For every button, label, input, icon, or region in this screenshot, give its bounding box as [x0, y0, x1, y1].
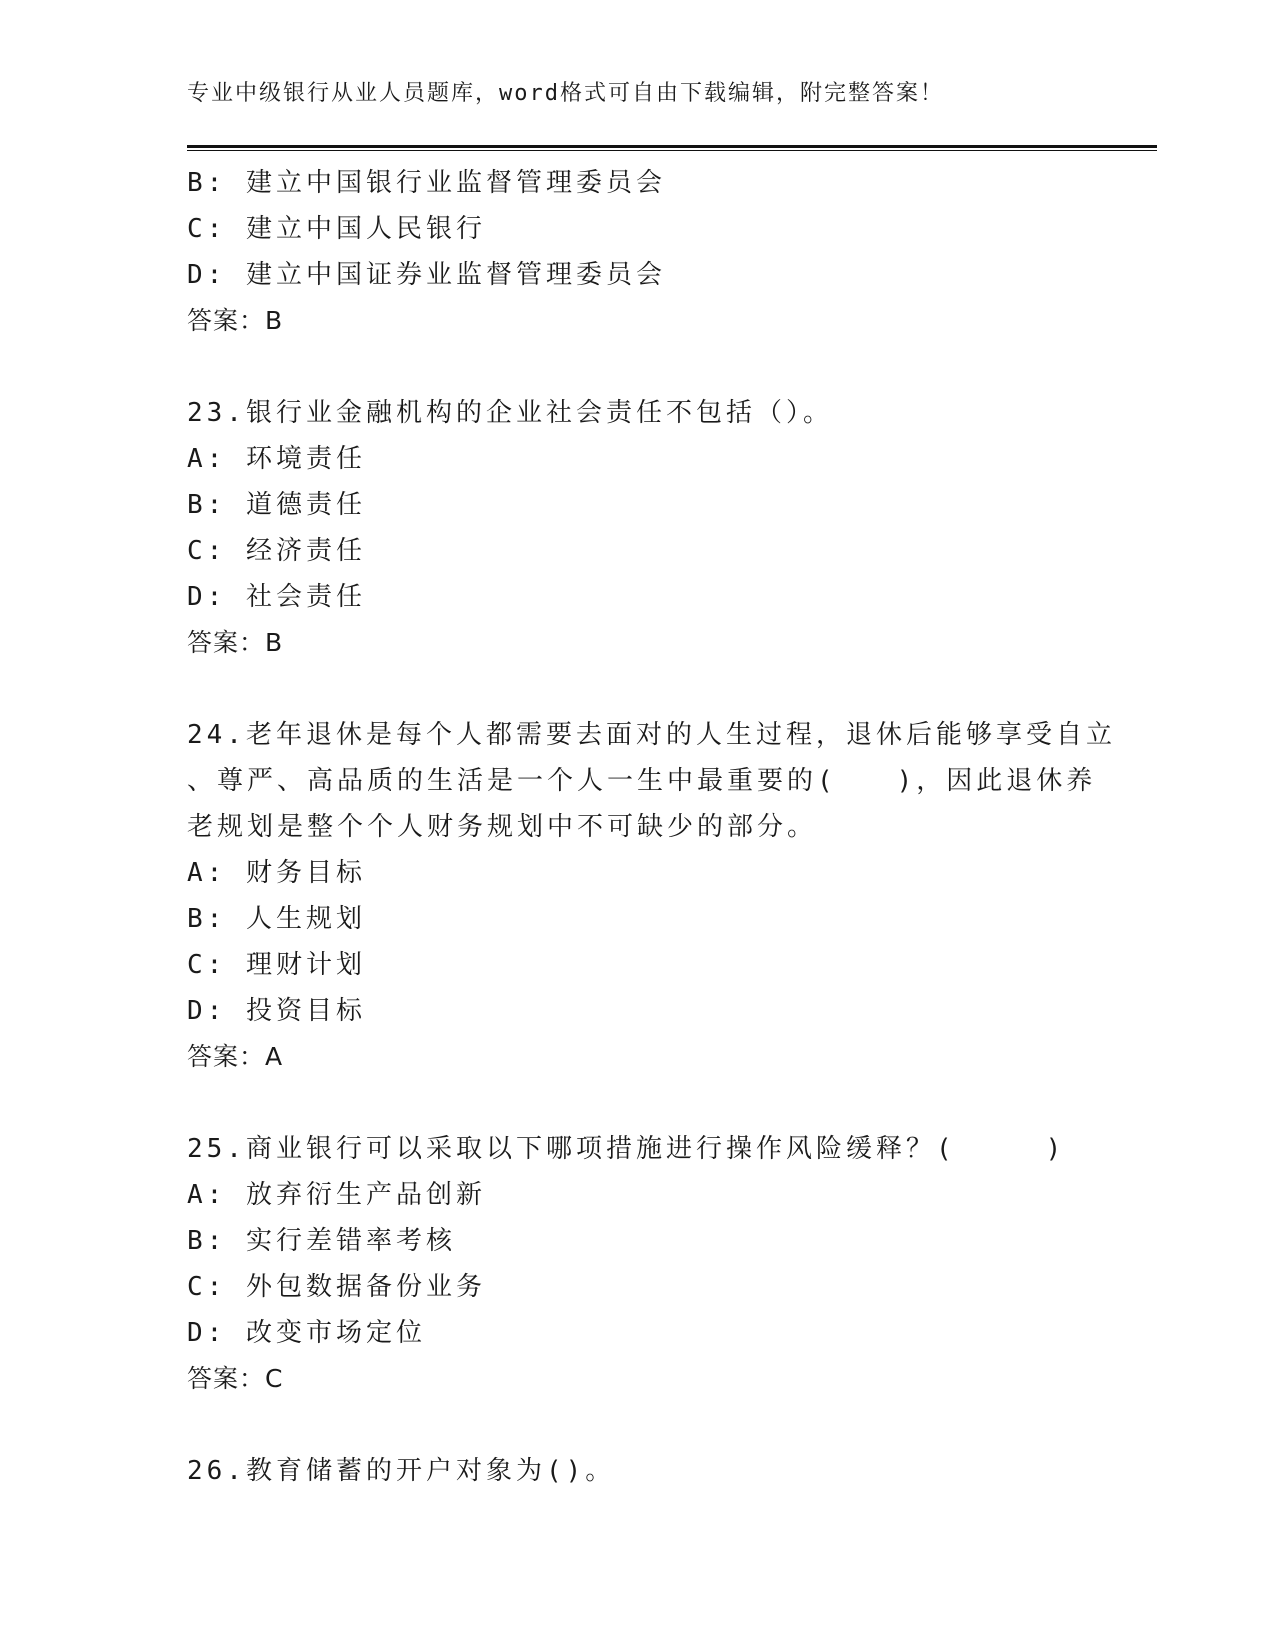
spacer: [187, 1402, 1087, 1448]
question-stem: 25.商业银行可以采取以下哪项措施进行操作风险缓释？( ): [187, 1134, 1066, 1164]
question-stem-line-1: 24.老年退休是每个人都需要去面对的人生过程，退休后能够享受自立: [187, 720, 1116, 750]
option-b: B: 实行差错率考核: [187, 1226, 456, 1256]
question-stem-line-3: 老规划是整个个人财务规划中不可缺少的部分。: [187, 812, 818, 842]
question-26: [187, 1448, 1087, 1494]
option-d: D: 社会责任: [187, 582, 366, 612]
question-stem: 23.银行业金融机构的企业社会责任不包括（）。: [187, 398, 833, 428]
prev-question-block: [187, 160, 1087, 344]
option-a: A: 放弃衍生产品创新: [187, 1180, 486, 1210]
option-c: C: 外包数据备份业务: [187, 1272, 486, 1302]
question-stem-line-2: 、尊严、高品质的生活是一个人一生中最重要的( )，因此退休养: [187, 766, 1097, 796]
option-c: C: 经济责任: [187, 536, 366, 566]
question-24: [187, 712, 1116, 1080]
option-a: A: 财务目标: [187, 858, 366, 888]
option-d: D: 改变市场定位: [187, 1318, 426, 1348]
answer-label: 答案：B: [187, 628, 284, 657]
question-content: [187, 160, 1116, 1494]
page-header-text: 专业中级银行从业人员题库，word格式可自由下载编辑，附完整答案！: [187, 81, 944, 106]
option-b: B: 建立中国银行业监督管理委员会: [187, 168, 666, 198]
option-b: B: 人生规划: [187, 904, 366, 934]
question-25: [187, 1126, 1087, 1402]
spacer: [187, 666, 1087, 712]
option-d: D: 建立中国证券业监督管理委员会: [187, 260, 666, 290]
option-d: D: 投资目标: [187, 996, 366, 1026]
spacer: [187, 1080, 1087, 1126]
answer-label: 答案：A: [187, 1042, 284, 1071]
header-divider: [187, 145, 1157, 151]
option-b: B: 道德责任: [187, 490, 366, 520]
question-23: [187, 390, 1087, 666]
option-c: C: 建立中国人民银行: [187, 214, 486, 244]
option-c: C: 理财计划: [187, 950, 366, 980]
question-stem: 26.教育储蓄的开户对象为()。: [187, 1456, 616, 1486]
option-a: A: 环境责任: [187, 444, 366, 474]
answer-label: 答案：C: [187, 1364, 284, 1393]
answer-label: 答案：B: [187, 306, 284, 335]
spacer: [187, 344, 1087, 390]
